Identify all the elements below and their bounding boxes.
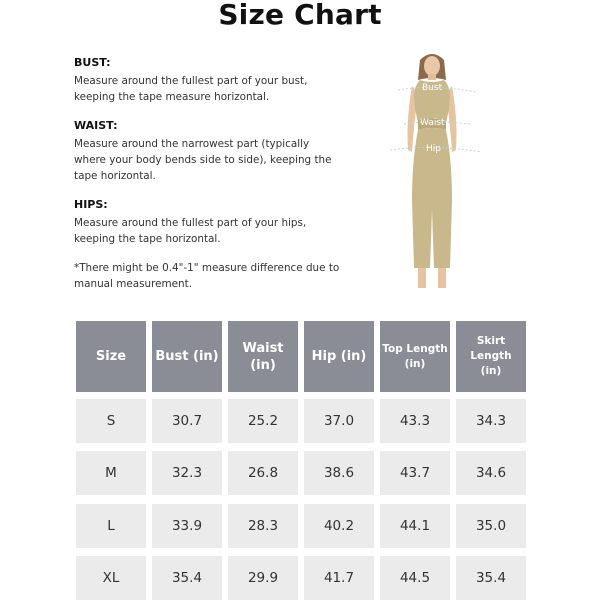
- cell-top-length: 43.3: [380, 399, 450, 443]
- waist-text-line: where your body bends side to side), keeping the: [74, 154, 332, 166]
- bust-heading: BUST:: [74, 56, 111, 69]
- header-text-line: Hip (in): [311, 349, 367, 364]
- bust-text-line: keeping the tape measure horizontal.: [74, 91, 270, 103]
- waist-heading: WAIST:: [74, 119, 118, 132]
- model-leg: [418, 268, 426, 288]
- header-bust: [152, 321, 222, 392]
- cell-hip: 41.7: [304, 556, 374, 600]
- bust-label: Bust: [422, 83, 443, 93]
- header-waist: [228, 321, 298, 392]
- cell-waist: 25.2: [228, 399, 298, 443]
- cell-waist: 26.8: [228, 451, 298, 495]
- waist-section: [74, 118, 349, 184]
- model-neck: [428, 74, 436, 80]
- header-size: [76, 321, 146, 392]
- header-skirt-length: [456, 321, 526, 392]
- hips-heading: HIPS:: [74, 198, 108, 211]
- cell-waist: 29.9: [228, 556, 298, 600]
- cell-bust: 35.4: [152, 556, 222, 600]
- header-text-line: Bust (in): [155, 349, 219, 364]
- cell-hip: 37.0: [304, 399, 374, 443]
- cell-skirt-length: 34.6: [456, 451, 526, 495]
- cell-size: S: [76, 399, 146, 443]
- cell-size: M: [76, 451, 146, 495]
- header-top-length: [380, 321, 450, 392]
- waist-text-line: tape horizontal.: [74, 170, 156, 182]
- cell-bust: 32.3: [152, 451, 222, 495]
- model-figure: [376, 50, 488, 290]
- hips-section: [74, 197, 349, 247]
- model-leg: [438, 268, 446, 288]
- cell-hip: 38.6: [304, 451, 374, 495]
- cell-skirt-length: 35.0: [456, 504, 526, 548]
- hips-text-line: Measure around the fullest part of your hips,: [74, 217, 307, 229]
- cell-size: XL: [76, 556, 146, 600]
- header-text-line: Size: [95, 349, 127, 364]
- cell-top-length: 44.5: [380, 556, 450, 600]
- header-text-line: Skirt Length: [470, 335, 512, 362]
- cell-skirt-length: 34.3: [456, 399, 526, 443]
- size-table: [76, 321, 528, 600]
- bust-text-line: Measure around the fullest part of your bust,: [74, 75, 308, 87]
- note-line: *There might be 0.4"-1" measure difference due to: [74, 262, 340, 274]
- header-text-line: Top Length: [382, 342, 448, 355]
- cell-bust: 33.9: [152, 504, 222, 548]
- hip-label: Hip: [426, 144, 441, 154]
- cell-size: L: [76, 504, 146, 548]
- cell-skirt-length: 35.4: [456, 556, 526, 600]
- header-text-line: (in): [404, 357, 426, 370]
- model-head: [424, 56, 440, 76]
- header-hip: [304, 321, 374, 392]
- cell-top-length: 44.1: [380, 504, 450, 548]
- header-text-line: (in): [480, 365, 502, 377]
- note-line: manual measurement.: [74, 278, 193, 290]
- cell-bust: 30.7: [152, 399, 222, 443]
- note-section: [74, 260, 349, 292]
- header-text-line: Waist (in): [242, 340, 284, 373]
- measurement-instructions: [74, 55, 349, 305]
- waist-label: Waist: [420, 118, 445, 128]
- cell-waist: 28.3: [228, 504, 298, 548]
- cell-top-length: 43.7: [380, 451, 450, 495]
- bust-section: [74, 55, 349, 105]
- cell-hip: 40.2: [304, 504, 374, 548]
- hips-text-line: keeping the tape horizontal.: [74, 233, 221, 245]
- waist-text-line: Measure around the narrowest part (typically: [74, 138, 310, 150]
- page-title: Size Chart: [218, 0, 382, 31]
